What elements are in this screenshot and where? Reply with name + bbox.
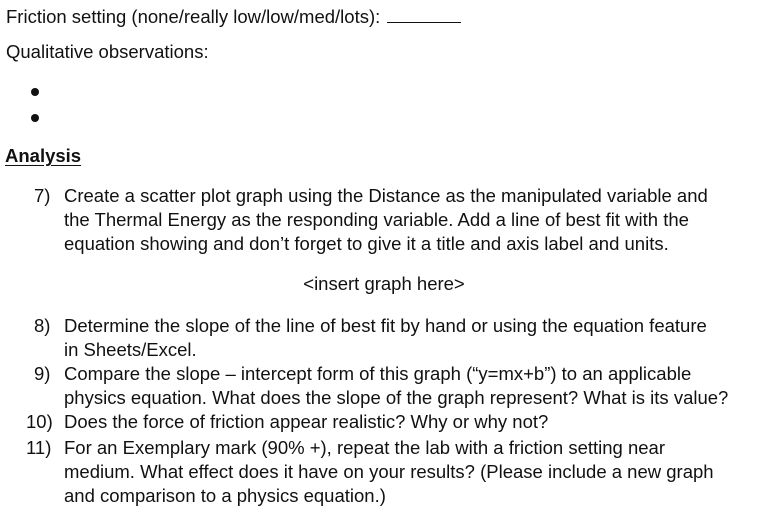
item-text bbox=[64, 184, 764, 256]
item-text bbox=[64, 362, 764, 410]
item-text-line: in Sheets/Excel. bbox=[64, 339, 197, 360]
item-text-line: For an Exemplary mark (90% +), repeat the lab with a friction setting near bbox=[64, 437, 666, 458]
item-text-line: Create a scatter plot graph using the Distance as the manipulated variable and bbox=[64, 185, 708, 206]
item-number: 11) bbox=[26, 437, 52, 458]
friction-setting-line bbox=[6, 5, 461, 29]
friction-setting-label: Friction setting (none/really low/low/med/lots): bbox=[6, 6, 381, 27]
friction-setting-blank[interactable] bbox=[387, 6, 461, 23]
item-text-line: Does the force of friction appear realistic? Why or why not? bbox=[64, 411, 549, 432]
item-text-line: physics equation. What does the slope of the graph represent? What is its value? bbox=[64, 387, 729, 408]
item-text-line: and comparison to a physics equation.) bbox=[64, 485, 386, 506]
graph-placeholder: <insert graph here> bbox=[303, 273, 465, 294]
item-text bbox=[64, 410, 764, 434]
item-text-line: Determine the slope of the line of best fit by hand or using the equation feature bbox=[64, 315, 707, 336]
item-text bbox=[64, 436, 764, 508]
qualitative-observations-label: Qualitative observations: bbox=[6, 41, 209, 62]
item-number: 8) bbox=[34, 315, 51, 336]
observation-bullet-2 bbox=[31, 114, 39, 122]
item-text-line: medium. What effect does it have on your results? (Please include a new graph bbox=[64, 461, 714, 482]
item-number: 7) bbox=[34, 185, 51, 206]
item-text-line: Compare the slope – intercept form of this graph (“y=mx+b”) to an applicable bbox=[64, 363, 692, 384]
item-text bbox=[64, 314, 764, 362]
item-text-line: equation showing and don’t forget to give it a title and axis label and units. bbox=[64, 233, 669, 254]
item-text-line: the Thermal Energy as the responding variable. Add a line of best fit with the bbox=[64, 209, 689, 230]
item-number: 9) bbox=[34, 363, 51, 384]
item-number: 10) bbox=[26, 411, 53, 432]
observation-bullet-1 bbox=[31, 88, 39, 96]
analysis-heading: Analysis bbox=[5, 145, 82, 166]
